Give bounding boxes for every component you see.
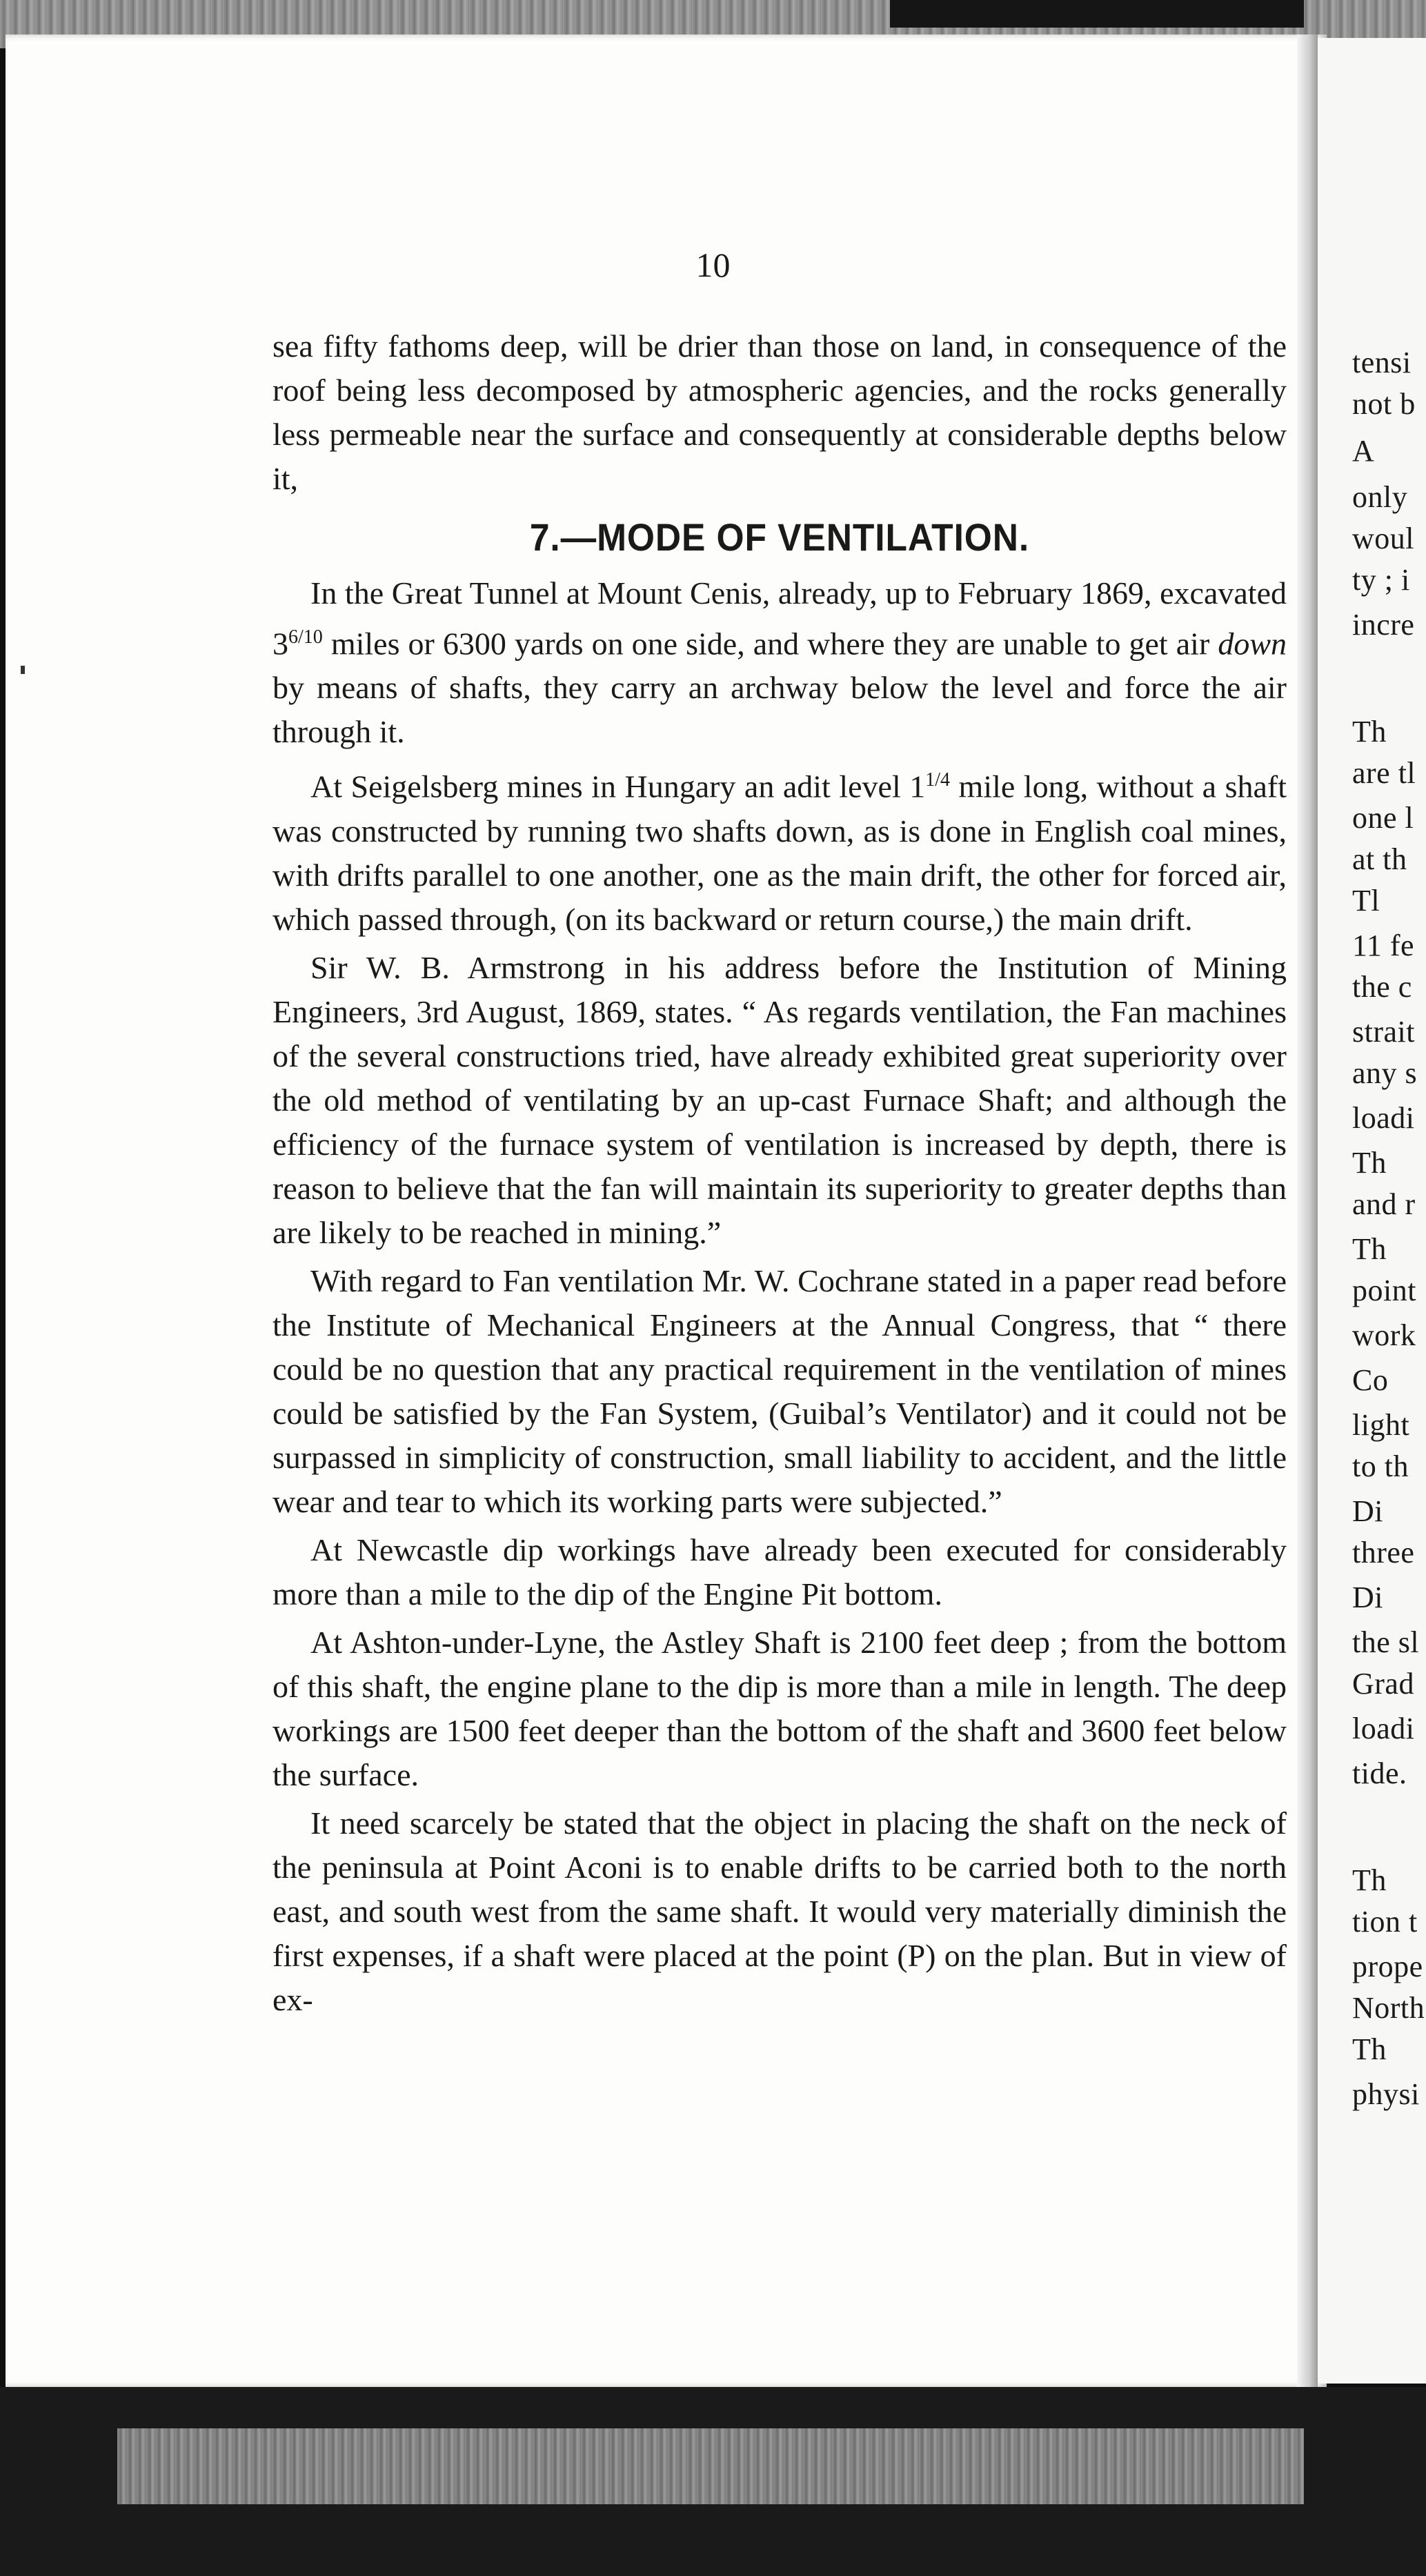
paragraph-point-aconi: It need scarcely be stated that the object in placing the shaft on the neck of the peninsula at Point Aconi is to enable drifts to be carried both to the north east, and south west from the same shaft. It would very materially diminish the first expenses, if a shaft were placed at the point (P) on the plan. But in view of ex- (273, 1805, 1287, 2017)
paragraph-mount-cenis (273, 571, 1287, 754)
emphasis-text: down (1218, 626, 1287, 662)
adjacent-page-fragment: tide. (1352, 1756, 1407, 1790)
adjacent-page-fragment: prope (1352, 1950, 1423, 1983)
paragraph-ashton: At Ashton-under-Lyne, the Astley Shaft is 2100 feet deep ; from the bottom of this shaft, the engine plane to the dip is more than a mile in length. The deep workings are 1500 feet deeper than the bottom of the shaft and 3600 feet below the surface. (273, 1624, 1287, 1792)
adjacent-page-fragment: tensi (1352, 346, 1412, 379)
adjacent-page-fragment: the c (1352, 970, 1412, 1004)
adjacent-page-fragment: Di (1352, 1494, 1383, 1528)
adjacent-page-fragment: Th (1352, 1863, 1387, 1897)
adjacent-page-fragment: Th (1352, 2032, 1387, 2066)
adjacent-page-fragment: North (1352, 1991, 1425, 2025)
adjacent-page-fragment: to th (1352, 1449, 1409, 1483)
paragraph-text: In the Great Tunnel at Mount Cenis, already, up to February 1869, excavated 3 (273, 575, 1287, 662)
paragraph-armstrong: Sir W. B. Armstrong in his address before the Institution of Mining Engineers, 3rd August, 1869, states. “ As regards ventilation, the Fan machines of the several constructions tried, have already exhibited great superiority over the old method of ventilating by an up-cast Furnace Shaft; and although the efficiency of the furnace system of ventilation is increased by depth, there is reason to believe that the fan will maintain its superiority to greater depths than are likely to be reached in mining.” (273, 949, 1287, 1250)
paragraph-text: At Seigelsberg mines in Hungary an adit level 1 (310, 769, 926, 804)
paragraph-cochrane: With regard to Fan ventilation Mr. W. Cochrane stated in a paper read before the Institute of Mechanical Engineers at the Annual Congress, that “ there could be no question that any practical requirement in the ventilation of mines could be satisfied by the Fan System, (Guibal’s Ventilator) and it could not be surpassed in simplicity of construction, small liability to accident, and the little wear and tear to which its working parts were subjected.” (273, 1262, 1287, 1519)
adjacent-page-fragment: work (1352, 1318, 1416, 1352)
adjacent-page-fragment: one l (1352, 801, 1414, 835)
adjacent-page-fragment: any s (1352, 1056, 1418, 1090)
adjacent-page-fragment: woul (1352, 522, 1414, 555)
paragraph-text: by means of shafts, they carry an archway below the level and force the air through it. (273, 670, 1287, 750)
scan-border-bottom (0, 2387, 1426, 2576)
adjacent-page-fragment: ty ; i (1352, 563, 1410, 597)
adjacent-page-fragment: strait (1352, 1015, 1415, 1049)
fraction: 6/10 (288, 626, 323, 648)
adjacent-page-fragment: Th (1352, 1146, 1387, 1180)
adjacent-page-fragment: and r (1352, 1187, 1416, 1221)
adjacent-page-fragment: Tl (1352, 884, 1380, 918)
margin-speck (21, 666, 25, 674)
adjacent-page-fragment: not b (1352, 387, 1416, 421)
intro-paragraph: sea fifty fathoms deep, will be drier than those on land, in consequence of the roof being less decomposed by atmospheric agencies, and the rocks generally less permeable near the surface and consequently at considerable depths below it, (273, 328, 1287, 496)
scan-dark-edge (890, 0, 1304, 28)
page-body (273, 324, 1287, 2026)
section-heading: 7.—MODE OF VENTILATION. (529, 515, 1030, 559)
adjacent-page-fragment: 11 fe (1352, 929, 1415, 962)
adjacent-page-fragment: A (1352, 434, 1375, 468)
adjacent-page-fragment: light (1352, 1408, 1410, 1442)
paragraph-text: miles or 6300 yards on one side, and where they are unable to get air (322, 626, 1218, 662)
scan-grain (117, 2428, 1304, 2504)
adjacent-page-fragment: Di (1352, 1581, 1383, 1614)
adjacent-page-fragment: are tl (1352, 756, 1416, 790)
adjacent-page-fragment: point (1352, 1274, 1416, 1307)
adjacent-page-fragment: tion t (1352, 1905, 1418, 1939)
adjacent-page-fragment: Co (1352, 1363, 1389, 1397)
adjacent-page-edge (1318, 38, 1426, 2384)
paragraph-seigelsberg (273, 758, 1287, 941)
adjacent-page-fragment: loadi (1352, 1712, 1415, 1745)
adjacent-page-fragment: physi (1352, 2077, 1420, 2111)
adjacent-page-fragment: incre (1352, 608, 1415, 642)
page-gutter-shadow (1297, 34, 1318, 2387)
adjacent-page-fragment: at th (1352, 842, 1407, 876)
adjacent-page-fragment: loadi (1352, 1101, 1415, 1135)
page-number: 10 (695, 246, 731, 284)
fraction: 1/4 (925, 769, 951, 791)
adjacent-page-fragment: three (1352, 1536, 1415, 1569)
adjacent-page-fragment: Th (1352, 1232, 1387, 1266)
paragraph-newcastle: At Newcastle dip workings have already been executed for considerably more than a mile to the dip of the Engine Pit bottom. (273, 1532, 1287, 1612)
adjacent-page-fragment: Grad (1352, 1667, 1414, 1701)
paragraph-text: mile long, without a shaft was constructed by running two shafts down, as is done in English coal mines, with drifts parallel to one another, one as the main drift, the other for forced air, which passed through, (on its backward or return course,) the main drift. (273, 769, 1287, 937)
adjacent-page-fragment: only (1352, 480, 1408, 514)
adjacent-page-fragment: Th (1352, 715, 1387, 749)
adjacent-page-fragment: the sl (1352, 1625, 1420, 1659)
